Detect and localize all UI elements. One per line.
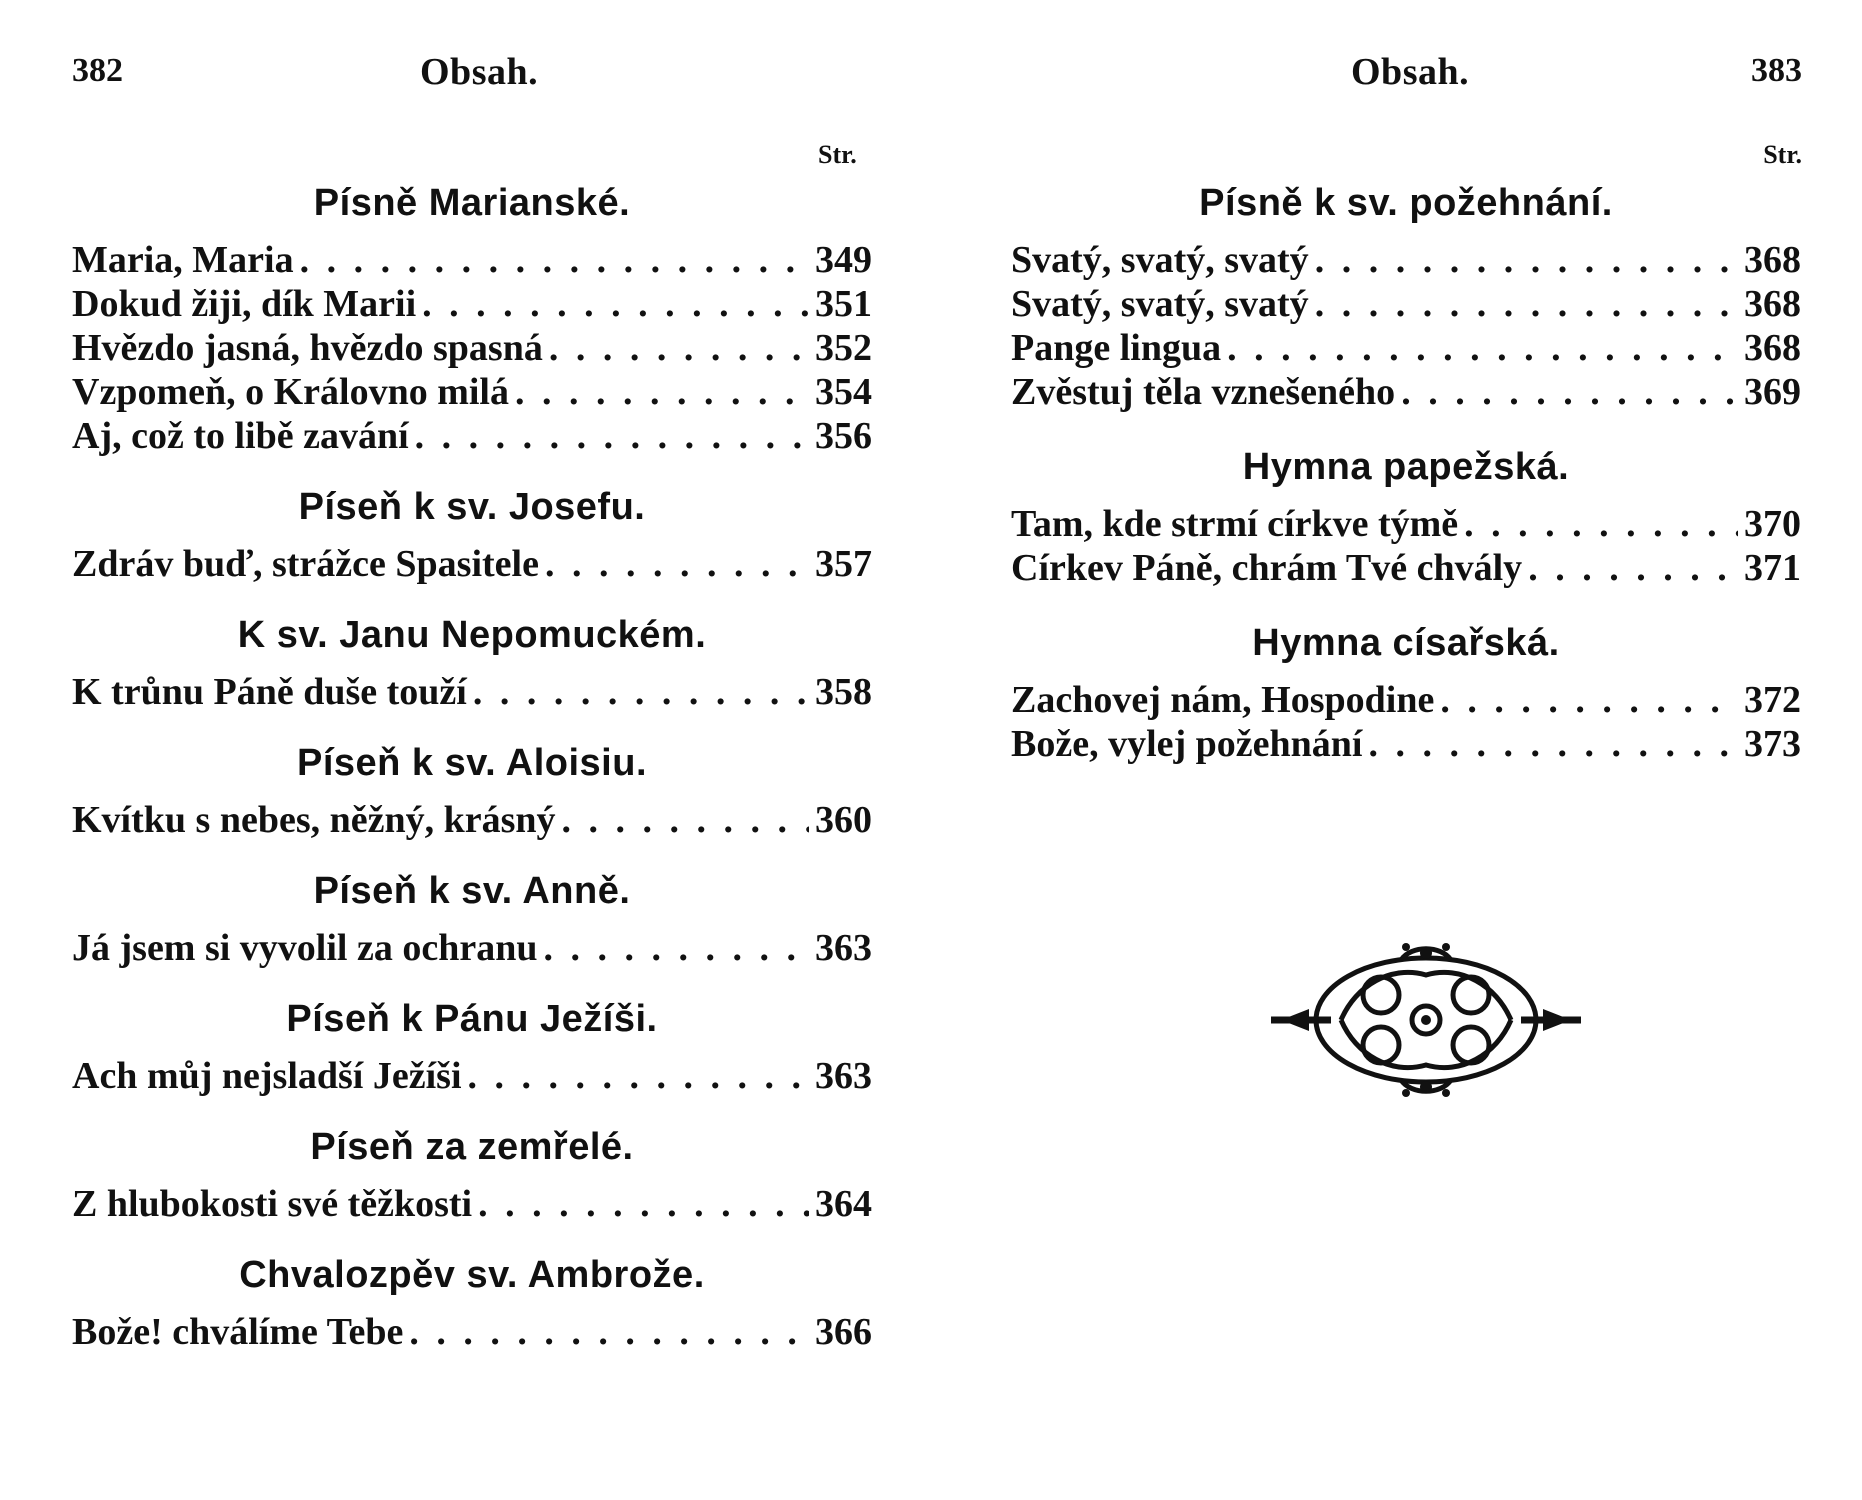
toc-section bbox=[72, 1124, 872, 1226]
toc-entry bbox=[72, 926, 872, 970]
entry-page: 371 bbox=[1744, 547, 1801, 589]
dot-leader bbox=[300, 238, 809, 282]
entry-page: 368 bbox=[1744, 239, 1801, 281]
entry-title: Maria, Maria bbox=[72, 239, 294, 281]
toc-section bbox=[72, 996, 872, 1098]
entry-title: K trůnu Páně duše touží bbox=[72, 671, 467, 713]
toc-entry bbox=[1011, 370, 1801, 414]
toc-section bbox=[72, 1252, 872, 1354]
entry-page: 349 bbox=[815, 239, 872, 281]
floral-ornament-icon bbox=[1261, 935, 1591, 1105]
toc-entry bbox=[72, 1054, 872, 1098]
toc-section bbox=[72, 740, 872, 842]
toc-section bbox=[1011, 180, 1801, 414]
toc-entry bbox=[72, 1182, 872, 1226]
running-head: Obsah. bbox=[420, 51, 539, 93]
entry-page: 363 bbox=[815, 927, 872, 969]
dot-leader bbox=[422, 282, 809, 326]
entry-page: 373 bbox=[1744, 723, 1801, 765]
page-column-label: Str. bbox=[818, 140, 857, 169]
dot-leader bbox=[1368, 722, 1738, 766]
entry-page: 368 bbox=[1744, 283, 1801, 325]
entry-page: 357 bbox=[815, 543, 872, 585]
entry-title: Já jsem si vyvolil za ochranu bbox=[72, 927, 538, 969]
entry-title: Dokud žiji, dík Marii bbox=[72, 283, 417, 325]
entry-title: Bože, vylej požehnání bbox=[1011, 723, 1363, 765]
page-number: 383 bbox=[1751, 52, 1802, 89]
toc-section bbox=[1011, 620, 1801, 766]
entry-title: Aj, což to libě zavání bbox=[72, 415, 409, 457]
toc-entry bbox=[72, 798, 872, 842]
dot-leader bbox=[1227, 326, 1738, 370]
dot-leader bbox=[1464, 502, 1738, 546]
toc-entry bbox=[1011, 722, 1801, 766]
entry-title: Zvěstuj těla vznešeného bbox=[1011, 371, 1396, 413]
entry-title: Církev Páně, chrám Tvé chvály bbox=[1011, 547, 1523, 589]
dot-leader bbox=[1315, 238, 1738, 282]
section-title: Píseň k sv. Anně. bbox=[313, 870, 631, 912]
toc-section bbox=[1011, 444, 1801, 590]
toc-entry bbox=[72, 238, 872, 282]
entry-title: Z hlubokosti své těžkosti bbox=[72, 1183, 473, 1225]
dot-leader bbox=[562, 798, 809, 842]
section-title: Chvalozpěv sv. Ambrože. bbox=[239, 1254, 705, 1296]
toc-entry bbox=[72, 542, 872, 586]
section-title: Píseň za zemřelé. bbox=[310, 1126, 634, 1168]
running-head: Obsah. bbox=[1351, 51, 1470, 93]
entry-title: Zachovej nám, Hospodine bbox=[1011, 679, 1435, 721]
section-title: Píseň k sv. Josefu. bbox=[298, 486, 646, 528]
toc-entry bbox=[72, 670, 872, 714]
page-number: 382 bbox=[72, 52, 123, 89]
entry-title: Ach můj nejsladší Ježíši bbox=[72, 1055, 462, 1097]
dot-leader bbox=[545, 542, 809, 586]
toc-entry bbox=[72, 1310, 872, 1354]
toc-entry bbox=[1011, 502, 1801, 546]
left-page-header bbox=[0, 44, 931, 104]
toc-entry bbox=[1011, 326, 1801, 370]
entry-title: Pange lingua bbox=[1011, 327, 1222, 369]
toc-entry bbox=[72, 326, 872, 370]
entry-title: Hvězdo jasná, hvězdo spasná bbox=[72, 327, 543, 369]
toc-entry bbox=[1011, 238, 1801, 282]
entry-page: 360 bbox=[815, 799, 872, 841]
entry-title: Bože! chválíme Tebe bbox=[72, 1311, 404, 1353]
entry-page: 352 bbox=[815, 327, 872, 369]
right-page bbox=[931, 0, 1862, 1500]
section-title: Písně k sv. požehnání. bbox=[1199, 182, 1613, 224]
dot-leader bbox=[478, 1182, 809, 1226]
dot-leader bbox=[515, 370, 809, 414]
dot-leader bbox=[1528, 546, 1738, 590]
left-toc bbox=[72, 180, 872, 1380]
entry-page: 369 bbox=[1744, 371, 1801, 413]
entry-page: 368 bbox=[1744, 327, 1801, 369]
dot-leader bbox=[1401, 370, 1738, 414]
page-column-label: Str. bbox=[1763, 140, 1802, 169]
entry-title: Kvítku s nebes, něžný, krásný bbox=[72, 799, 556, 841]
dot-leader bbox=[468, 1054, 810, 1098]
entry-page: 354 bbox=[815, 371, 872, 413]
entry-page: 363 bbox=[815, 1055, 872, 1097]
right-toc bbox=[1011, 180, 1801, 796]
entry-page: 364 bbox=[815, 1183, 872, 1225]
dot-leader bbox=[409, 1310, 809, 1354]
entry-title: Svatý, svatý, svatý bbox=[1011, 283, 1309, 325]
section-title: Hymna papežská. bbox=[1242, 446, 1570, 488]
entry-page: 351 bbox=[815, 283, 872, 325]
entry-title: Tam, kde strmí církve týmě bbox=[1011, 503, 1459, 545]
entry-page: 372 bbox=[1744, 679, 1801, 721]
entry-page: 366 bbox=[815, 1311, 872, 1353]
dot-leader bbox=[1315, 282, 1738, 326]
section-title: Písně Marianské. bbox=[313, 182, 631, 224]
toc-section bbox=[72, 612, 872, 714]
right-page-header bbox=[931, 44, 1862, 104]
dot-leader bbox=[415, 414, 809, 458]
toc-entry bbox=[1011, 678, 1801, 722]
section-title: Píseň k Pánu Ježíši. bbox=[286, 998, 658, 1040]
toc-entry bbox=[72, 414, 872, 458]
section-title: Hymna císařská. bbox=[1252, 622, 1560, 664]
entry-title: Vzpomeň, o Královno milá bbox=[72, 371, 509, 413]
entry-page: 370 bbox=[1744, 503, 1801, 545]
toc-section bbox=[72, 484, 872, 586]
entry-title: Svatý, svatý, svatý bbox=[1011, 239, 1309, 281]
toc-entry bbox=[1011, 546, 1801, 590]
dot-leader bbox=[1440, 678, 1738, 722]
toc-entry bbox=[72, 282, 872, 326]
toc-section bbox=[72, 868, 872, 970]
entry-page: 356 bbox=[815, 415, 872, 457]
toc-entry bbox=[72, 370, 872, 414]
entry-title: Zdráv buď, strážce Spasitele bbox=[72, 543, 539, 585]
toc-entry bbox=[1011, 282, 1801, 326]
dot-leader bbox=[549, 326, 809, 370]
entry-page: 358 bbox=[815, 671, 872, 713]
dot-leader bbox=[473, 670, 809, 714]
toc-section bbox=[72, 180, 872, 458]
section-title: Píseň k sv. Aloisiu. bbox=[296, 742, 647, 784]
dot-leader bbox=[543, 926, 809, 970]
section-title: K sv. Janu Nepomuckém. bbox=[237, 614, 707, 656]
